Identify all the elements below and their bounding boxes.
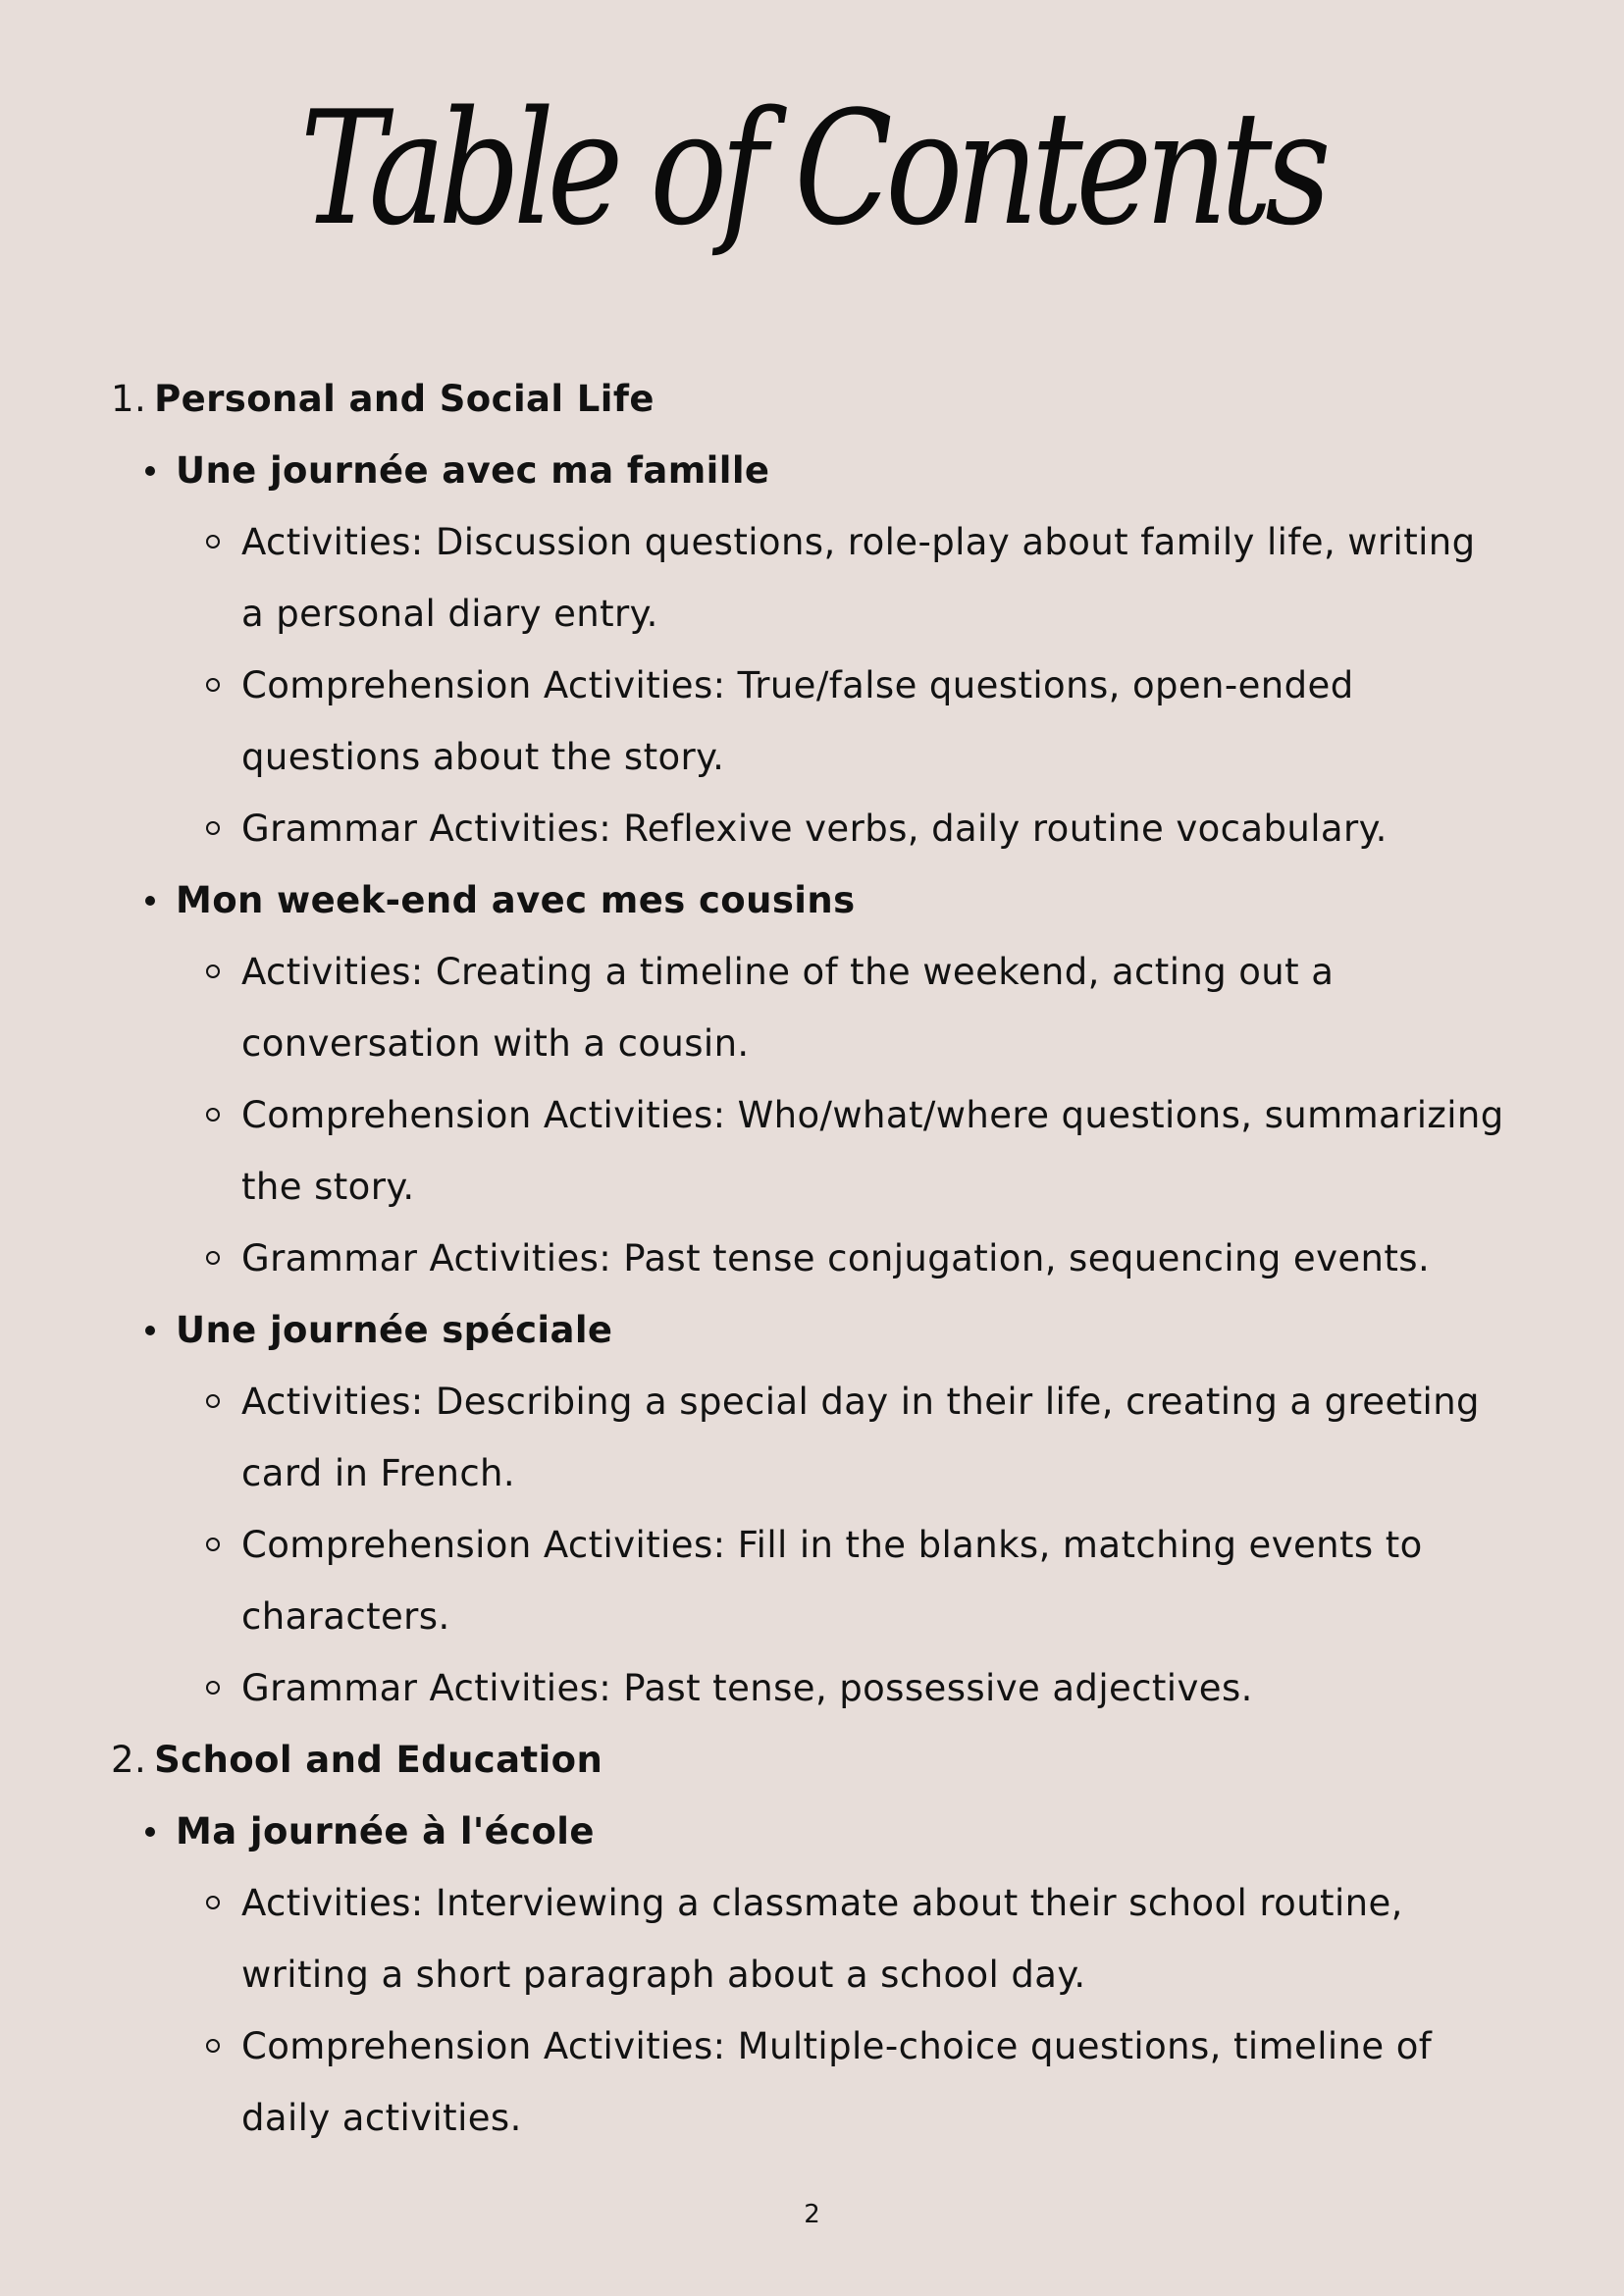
hollow-bullet-icon [206,535,220,548]
activity-item [111,1867,1524,2010]
activity-text: Grammar Activities: Past tense conjugation, sequencing events. [241,1237,1431,1279]
story-title-text: Une journée spéciale [176,1309,613,1351]
story-title [111,435,1524,506]
activity-text: Grammar Activities: Reflexive verbs, daily routine vocabulary. [241,808,1388,850]
activity-item [111,793,1524,864]
bullet-icon [145,1326,155,1335]
page-number: 2 [804,2200,820,2229]
page-title: Table of Contents [299,77,1325,260]
toc-story [111,864,1524,1294]
activity-item [111,506,1524,650]
toc-story [111,1294,1524,1724]
activity-text: Activities: Creating a timeline of the weekend, acting out a conversation with a cousin. [241,951,1335,1065]
toc-story [111,1796,1524,2154]
story-title [111,1796,1524,1867]
activity-text: Activities: Describing a special day in their life, creating a greeting card in French. [241,1381,1480,1494]
story-title-text: Ma journée à l'école [176,1810,595,1852]
activity-item [111,2010,1524,2154]
activity-text: Comprehension Activities: Who/what/where questions, summarizing the story. [241,1094,1504,1208]
activity-text: Comprehension Activities: True/false questions, open-ended questions about the story. [241,664,1354,778]
activity-text: Activities: Interviewing a classmate about their school routine, writing a short paragraph about a school day. [241,1882,1403,1996]
toc-story [111,435,1524,864]
activity-item [111,1652,1524,1724]
hollow-bullet-icon [206,1251,220,1265]
hollow-bullet-icon [206,2039,220,2053]
toc-section-1 [111,363,1524,1724]
story-title [111,864,1524,936]
activity-item [111,936,1524,1079]
section-heading [111,1724,1524,1796]
activity-item [111,1079,1524,1223]
section-number: 1. [111,378,147,420]
hollow-bullet-icon [206,1394,220,1408]
activity-text: Comprehension Activities: Fill in the blanks, matching events to characters. [241,1524,1423,1638]
hollow-bullet-icon [206,678,220,692]
hollow-bullet-icon [206,1681,220,1695]
section-heading [111,363,1524,435]
section-title: Personal and Social Life [154,378,655,420]
section-number: 2. [111,1739,147,1781]
activity-item [111,1366,1524,1509]
section-title: School and Education [154,1739,603,1781]
activity-item [111,1223,1524,1294]
story-title-text: Une journée avec ma famille [176,449,770,492]
activity-text: Comprehension Activities: Multiple-choice questions, timeline of daily activities. [241,2025,1433,2139]
toc-section-2 [111,1724,1524,2154]
hollow-bullet-icon [206,821,220,835]
bullet-icon [145,1827,155,1837]
hollow-bullet-icon [206,1896,220,1909]
hollow-bullet-icon [206,1108,220,1122]
activity-item [111,1509,1524,1652]
activity-item [111,650,1524,793]
hollow-bullet-icon [206,965,220,978]
story-title [111,1294,1524,1366]
activity-text: Grammar Activities: Past tense, possessive adjectives. [241,1667,1253,1709]
story-title-text: Mon week-end avec mes cousins [176,879,856,921]
bullet-icon [145,466,155,476]
activity-text: Activities: Discussion questions, role-play about family life, writing a personal diary entry. [241,521,1476,635]
bullet-icon [145,896,155,906]
table-of-contents [111,363,1524,2154]
hollow-bullet-icon [206,1538,220,1551]
